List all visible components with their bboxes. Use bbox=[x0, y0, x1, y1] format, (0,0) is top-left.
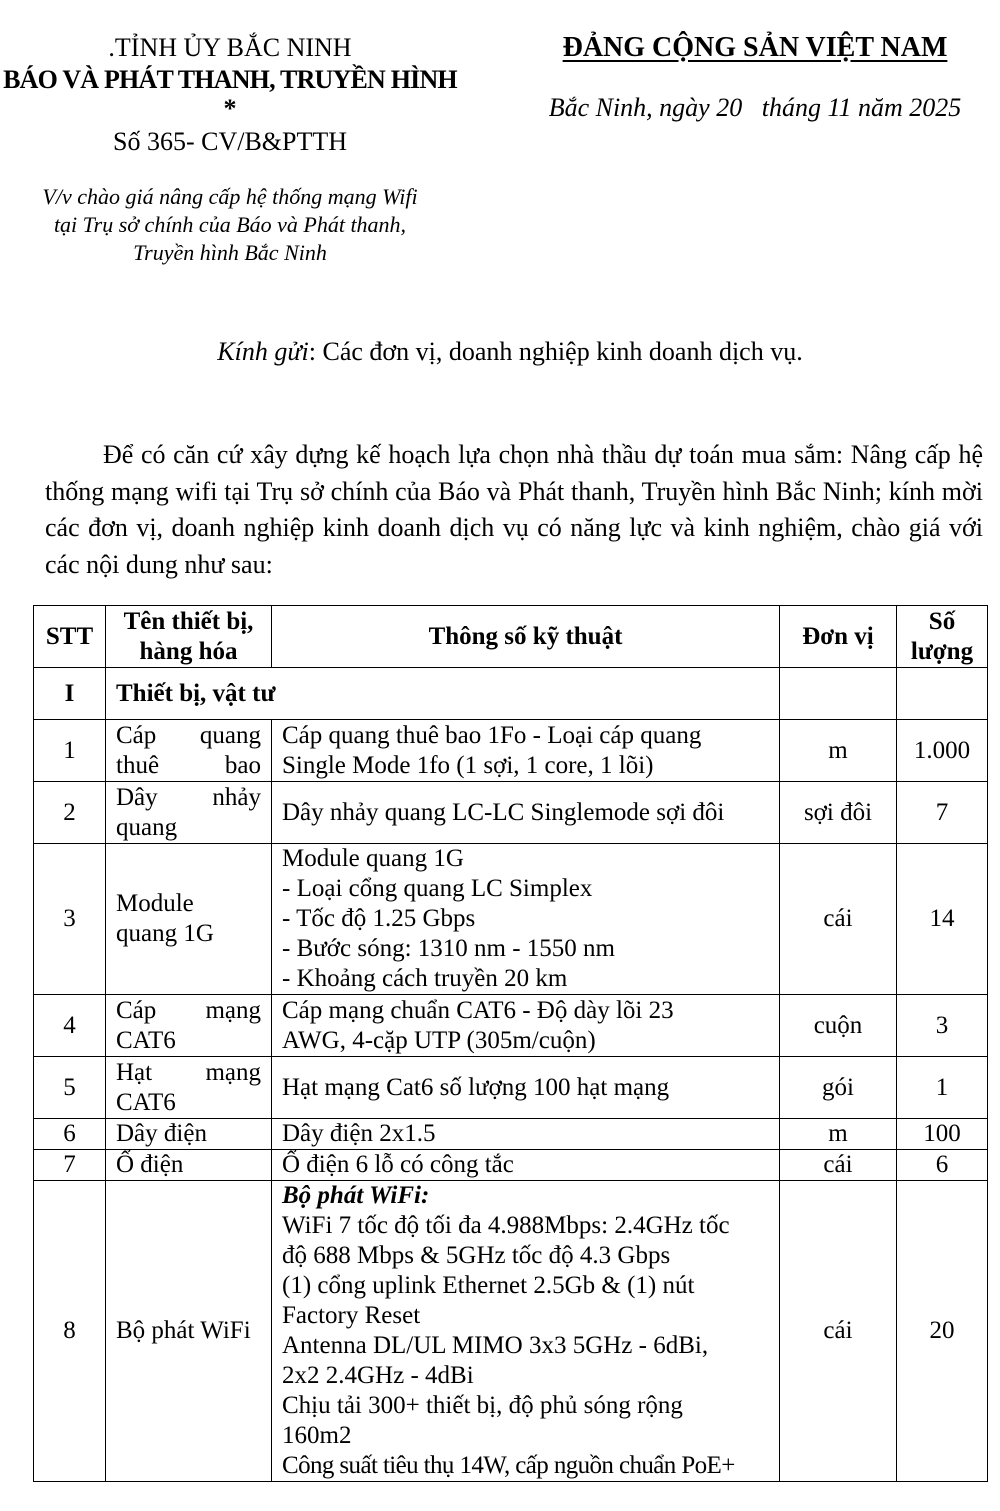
row-unit: cái bbox=[780, 1181, 897, 1482]
row-specification: Module quang 1G - Loại cổng quang LC Simplex - Tốc độ 1.25 Gbps - Bước sóng: 1310 nm - 1550 nm - Khoảng cách truyền 20 km bbox=[272, 844, 780, 995]
section-row bbox=[34, 668, 988, 720]
row-unit: sợi đôi bbox=[780, 782, 897, 844]
table-row bbox=[34, 1119, 988, 1150]
section-unit-empty bbox=[780, 668, 897, 720]
parent-organization: .TỈNH ỦY BẮC NINH bbox=[108, 33, 352, 62]
header-stt: STT bbox=[34, 606, 106, 668]
row-stt: 5 bbox=[34, 1057, 106, 1119]
table-row bbox=[34, 1181, 988, 1482]
row-unit: gói bbox=[780, 1057, 897, 1119]
row-item-name: Module quang 1G bbox=[106, 844, 272, 995]
row-specification: Bộ phát WiFi: WiFi 7 tốc độ tối đa 4.988Mbps: 2.4GHz tốc độ 688 Mbps & 5GHz tốc độ 4.3 Gbps (1) cổng uplink Ethernet 2.5Gb & (1) nút Factory Reset Antenna DL/UL MIMO 3x3 5GHz - 6dBi, 2x2 2.4GHz - 4dBi Chịu tải 300+ thiết bị, độ phủ sóng rộng 160m2 Công suất tiêu thụ 14W, cấp nguồn chuẩn PoE+ bbox=[272, 1181, 780, 1482]
document-number: Số 365- CV/B&PTTH bbox=[112, 127, 348, 156]
table-row bbox=[34, 782, 988, 844]
row-stt: 1 bbox=[34, 720, 106, 782]
section-number: I bbox=[34, 668, 106, 720]
row-item-name: Dây nhảy quang bbox=[106, 782, 272, 844]
table-row bbox=[34, 995, 988, 1057]
row-unit: m bbox=[780, 720, 897, 782]
table-row bbox=[34, 1057, 988, 1119]
salutation bbox=[0, 336, 1000, 368]
row-item-name: Cáp mạng CAT6 bbox=[106, 995, 272, 1057]
row-stt: 8 bbox=[34, 1181, 106, 1482]
row-quantity: 7 bbox=[897, 782, 988, 844]
row-specification: Cáp mạng chuẩn CAT6 - Độ dày lõi 23 AWG, 4-cặp UTP (305m/cuộn) bbox=[272, 995, 780, 1057]
row-quantity: 6 bbox=[897, 1150, 988, 1181]
row-item-name: Bộ phát WiFi bbox=[106, 1181, 272, 1482]
row-stt: 4 bbox=[34, 995, 106, 1057]
items-table bbox=[33, 605, 988, 1482]
row-item-name: Hạt mạng CAT6 bbox=[106, 1057, 272, 1119]
row-specification: Hạt mạng Cat6 số lượng 100 hạt mạng bbox=[272, 1057, 780, 1119]
row-unit: cái bbox=[780, 1150, 897, 1181]
row-specification: Dây điện 2x1.5 bbox=[272, 1119, 780, 1150]
table-row bbox=[34, 844, 988, 995]
salutation-label: Kính gửi bbox=[217, 337, 309, 366]
row-item-name: Cáp quang thuê bao bbox=[106, 720, 272, 782]
row-unit: cuộn bbox=[780, 995, 897, 1057]
spec-heading: Bộ phát WiFi: bbox=[282, 1182, 430, 1209]
row-quantity: 14 bbox=[897, 844, 988, 995]
row-specification: Ổ điện 6 lỗ có công tắc bbox=[272, 1150, 780, 1181]
section-qty-empty bbox=[897, 668, 988, 720]
table-row bbox=[34, 720, 988, 782]
subject-line-3: Truyền hình Bắc Ninh bbox=[133, 240, 327, 265]
organization-name: BÁO VÀ PHÁT THANH, TRUYỀN HÌNH bbox=[3, 65, 457, 94]
subject-line-2: tại Trụ sở chính của Báo và Phát thanh, bbox=[53, 212, 407, 237]
salutation-recipients: : Các đơn vị, doanh nghiệp kinh doanh dịch vụ. bbox=[308, 337, 803, 366]
row-item-name: Ổ điện bbox=[106, 1150, 272, 1181]
intro-paragraph: Để có căn cứ xây dựng kế hoạch lựa chọn nhà thầu dự toán mua sắm: Nâng cấp hệ thống mạng wifi tại Trụ sở chính của Báo và Phát thanh, Truyền hình Bắc Ninh; kính mời các đơn vị, doanh nghiệp kinh doanh dịch vụ có năng lực và kinh nghiệm, chào giá với các nội dung như sau: bbox=[45, 440, 983, 579]
row-quantity: 20 bbox=[897, 1181, 988, 1482]
table-row bbox=[34, 1150, 988, 1181]
table-header-row bbox=[34, 606, 988, 668]
row-quantity: 1.000 bbox=[897, 720, 988, 782]
section-title: Thiết bị, vật tư bbox=[106, 668, 780, 720]
row-unit: cái bbox=[780, 844, 897, 995]
row-quantity: 3 bbox=[897, 995, 988, 1057]
row-stt: 6 bbox=[34, 1119, 106, 1150]
row-specification: Dây nhảy quang LC-LC Singlemode sợi đôi bbox=[272, 782, 780, 844]
row-quantity: 1 bbox=[897, 1057, 988, 1119]
header-quantity: Số lượng bbox=[897, 606, 988, 668]
row-stt: 2 bbox=[34, 782, 106, 844]
place-date: Bắc Ninh, ngày 20 tháng 11 năm 2025 bbox=[548, 93, 962, 122]
row-item-name: Dây điện bbox=[106, 1119, 272, 1150]
row-unit: m bbox=[780, 1119, 897, 1150]
header-item-name: Tên thiết bị, hàng hóa bbox=[106, 606, 272, 668]
header-unit: Đơn vị bbox=[780, 606, 897, 668]
row-quantity: 100 bbox=[897, 1119, 988, 1150]
star-separator: * bbox=[223, 94, 237, 123]
row-stt: 3 bbox=[34, 844, 106, 995]
row-specification: Cáp quang thuê bao 1Fo - Loại cáp quang Single Mode 1fo (1 sợi, 1 core, 1 lõi) bbox=[272, 720, 780, 782]
row-stt: 7 bbox=[34, 1150, 106, 1181]
subject-line-1: V/v chào giá nâng cấp hệ thống mạng Wifi bbox=[42, 184, 418, 209]
party-name: ĐẢNG CỘNG SẢN VIỆT NAM bbox=[562, 32, 948, 63]
header-specification: Thông số kỹ thuật bbox=[272, 606, 780, 668]
